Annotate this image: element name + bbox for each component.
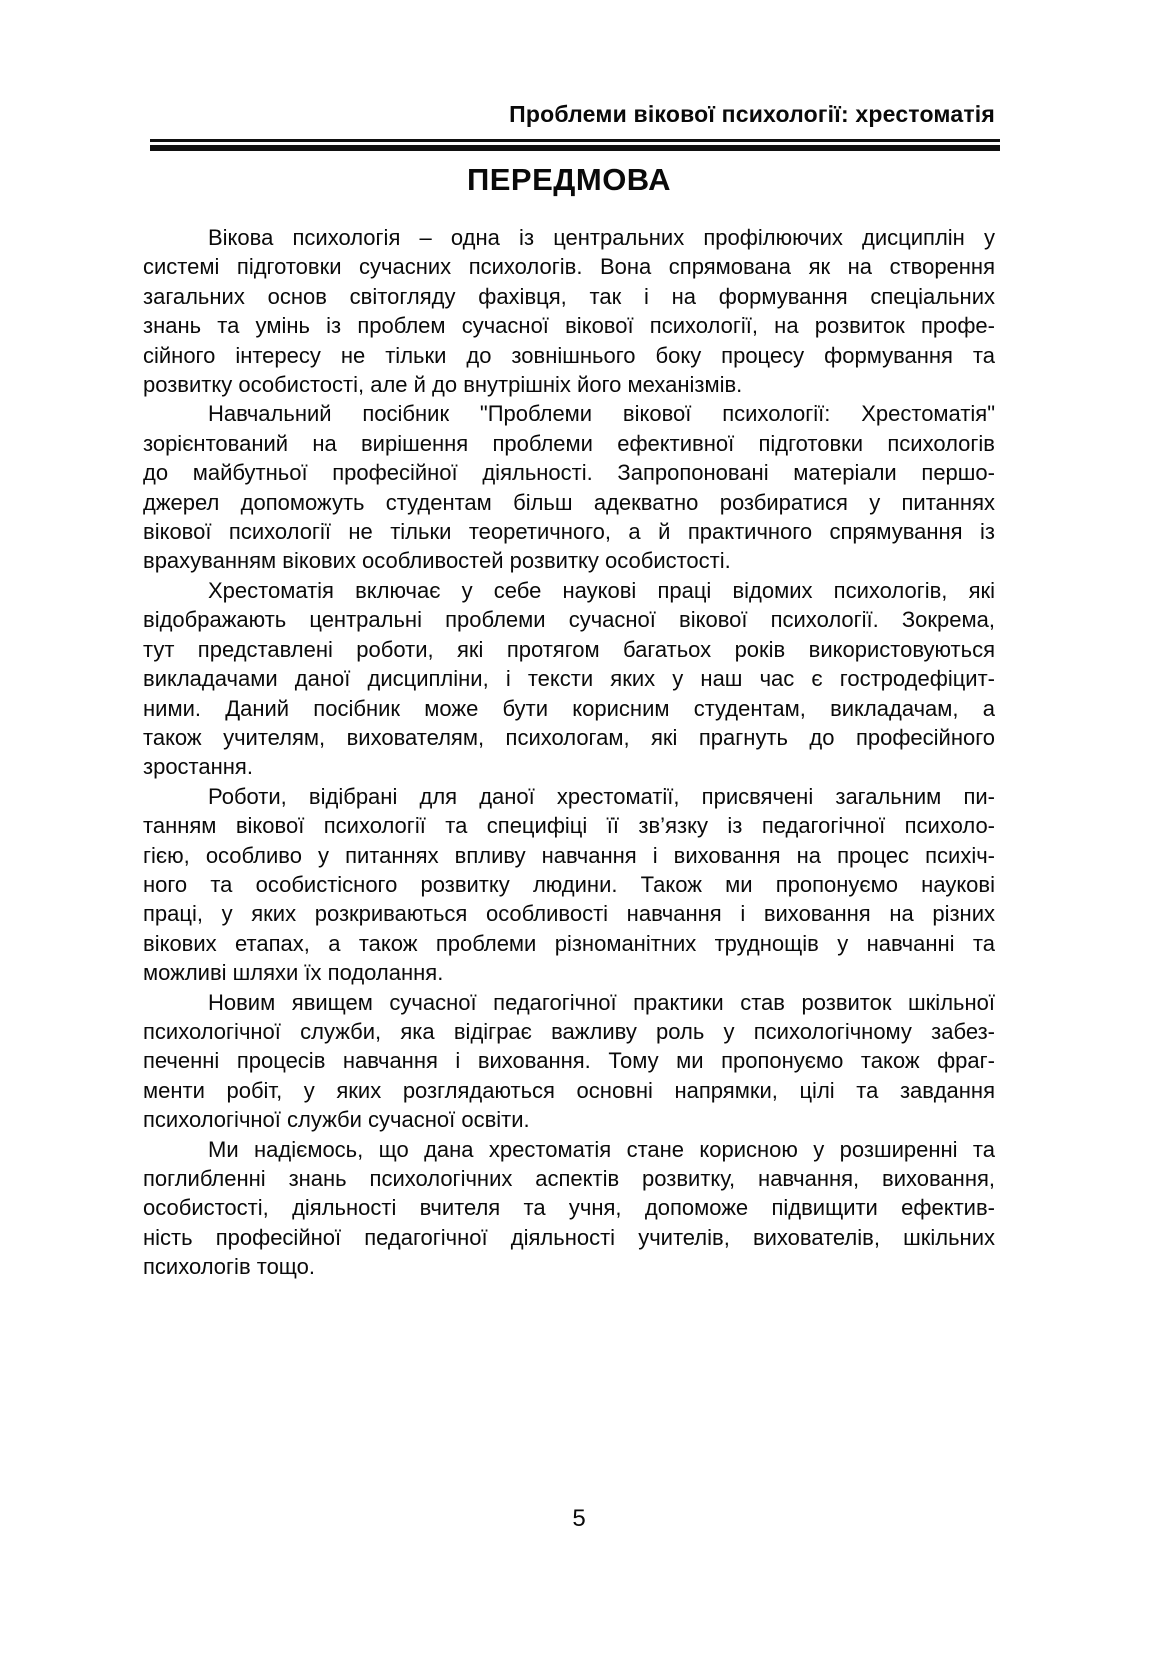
text-line: печенні процесів навчання і виховання. Тому ми пропонуємо також фраг- — [143, 1048, 995, 1074]
text-line: гією, особливо у питаннях впливу навчання і виховання на процес психіч- — [143, 842, 995, 868]
header-double-rule — [150, 139, 1000, 151]
text-line: тут представлені роботи, які протягом багатьох років використовуються — [143, 636, 995, 662]
text-line: ного та особистісного розвитку людини. Також ми пропонуємо наукові — [143, 871, 995, 897]
text-line: можливі шляхи їх подолання. — [143, 960, 444, 986]
text-line: танням вікової психології та специфіці її зв’язку із педагогічної психоло- — [143, 813, 995, 839]
text-line: психологічної служби сучасної освіти. — [143, 1107, 530, 1133]
text-line: менти робіт, у яких розглядаються основні напрямки, цілі та завдання — [143, 1077, 995, 1103]
text-line: ними. Даний посібник може бути корисним студентам, викладачам, а — [143, 695, 995, 721]
text-line: Ми надіємось, що дана хрестоматія стане корисною у розширенні та — [208, 1136, 995, 1162]
text-line: джерел допоможуть студентам більш адекватно розбиратися у питаннях — [143, 489, 995, 515]
text-line: знань та умінь із проблем сучасної вікової психології, на розвиток профе- — [143, 313, 995, 339]
text-line: психологічної служби, яка відіграє важливу роль у психологічному забез- — [143, 1018, 995, 1044]
text-line: системі підготовки сучасних психологів. Вона спрямована як на створення — [143, 254, 995, 280]
text-line: розвитку особистості, але й до внутрішніх його механізмів. — [143, 372, 743, 398]
text-line: праці, у яких розкриваються особливості навчання і виховання на різних — [143, 901, 995, 927]
text-line: сійного інтересу не тільки до зовнішнього боку процесу формування та — [143, 342, 995, 368]
page-title: ПЕРЕДМОВА — [466, 162, 672, 197]
text-line: поглибленні знань психологічних аспектів розвитку, навчання, виховання, — [143, 1166, 995, 1191]
text-line: врахуванням вікових особливостей розвитку особистості. — [143, 548, 731, 574]
text-line: Новим явищем сучасної педагогічної практики став розвиток шкільної — [208, 989, 995, 1015]
text-line: ність професійної педагогічної діяльності учителів, вихователів, шкільних — [143, 1224, 995, 1250]
text-line: до майбутньої професійної діяльності. Запропоновані матеріали першо- — [143, 460, 995, 486]
text-line: зорієнтований на вирішення проблеми ефективної підготовки психологів — [143, 430, 995, 456]
text-line: викладачами даної дисципліни, і тексти яких у наш час є гостродефіцит- — [143, 666, 995, 692]
text-line: також учителям, вихователям, психологам, які прагнуть до професійного — [143, 724, 995, 750]
text-line: відображають центральні проблеми сучасної вікової психології. Зокрема, — [143, 607, 995, 633]
text-line: вікової психології не тільки теоретичного, а й практичного спрямування із — [143, 519, 995, 545]
text-line: особистості, діяльності вчителя та учня, допоможе підвищити ефектив- — [143, 1195, 995, 1221]
running-head: Проблеми вікової психології: хрестоматія — [509, 101, 995, 127]
text-line: Роботи, відібрані для даної хрестоматії, присвячені загальним пи- — [208, 783, 995, 809]
text-line: зростання. — [143, 754, 253, 780]
text-line: Вікова психологія – одна із центральних профілюючих дисциплін у — [208, 225, 995, 250]
text-line: психологів тощо. — [143, 1254, 316, 1280]
text-line: Хрестоматія включає у себе наукові праці відомих психологів, які — [208, 577, 995, 603]
text-line: загальних основ світогляду фахівця, так і на формування спеціальних — [143, 283, 995, 309]
page-number: 5 — [572, 1505, 586, 1532]
text-line: Навчальний посібник "Проблеми вікової психології: Хрестоматія" — [208, 401, 995, 427]
preface-body — [143, 223, 995, 1282]
text-line: вікових етапах, а також проблеми різноманітних труднощів у навчанні та — [143, 930, 995, 956]
